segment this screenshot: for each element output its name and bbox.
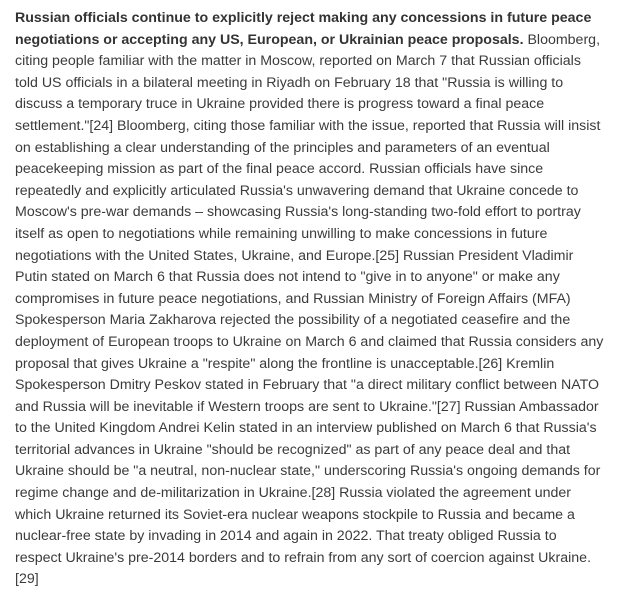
article-paragraph bbox=[15, 8, 607, 591]
paragraph-lead-sentence: Russian officials continue to explicitly reject making any concessions in future peace negotiations or accepting any US, European, or Ukrainian peace proposals. bbox=[15, 10, 592, 48]
paragraph-body-text: Bloomberg, citing people familiar with the matter in Moscow, reported on March 7 that Russian officials told US officials in a bilateral meeting in Riyadh on February 18 that "Russia is willing to discuss a temporary truce in Ukraine provided there is progress toward a final peace settlement."[24] Bloomberg, citing those familiar with the issue, reported that Russia will insist on establishing a clear understanding of the principles and parameters of an eventual peacekeeping mission as part of the final peace accord. Russian officials have since repeatedly and explicitly articulated Russia's unwavering demand that Ukraine concede to Moscow's pre-war demands – showcasing Russia's long-standing two-fold effort to portray itself as open to negotiations while remaining unwilling to make concessions in future negotiations with the United States, Ukraine, and Europe.[25] Russian President Vladimir Putin stated on March 6 that Russia does not intend to "give in to anyone" or make any compromises in future peace negotiations, and Russian Ministry of Foreign Affairs (MFA) Spokesperson Maria Zakharova rejected the possibility of a negotiated ceasefire and the deployment of European troops to Ukraine on March 6 and claimed that Russia considers any proposal that gives Ukraine a "respite" along the frontline is unacceptable.[26] Kremlin Spokesperson Dmitry Peskov stated in February that "a direct military conflict between NATO and Russia will be inevitable if Western troops are sent to Ukraine."[27] Russian Ambassador to the United Kingdom Andrei Kelin stated in an interview published on March 6 that Russia's territorial advances in Ukraine "should be recognized" as part of any peace deal and that Ukraine should be "a neutral, non-nuclear state," underscoring Russia's ongoing demands for regime change and de-militarization in Ukraine.[28] Russia violated the agreement under which Ukraine returned its Soviet-era nuclear weapons stockpile to Russia and became a nuclear-free state by invading in 2014 and again in 2022. That treaty obliged Russia to respect Ukraine's pre-2014 borders and to refrain from any sort of coercion against Ukraine.[29] bbox=[15, 31, 604, 588]
